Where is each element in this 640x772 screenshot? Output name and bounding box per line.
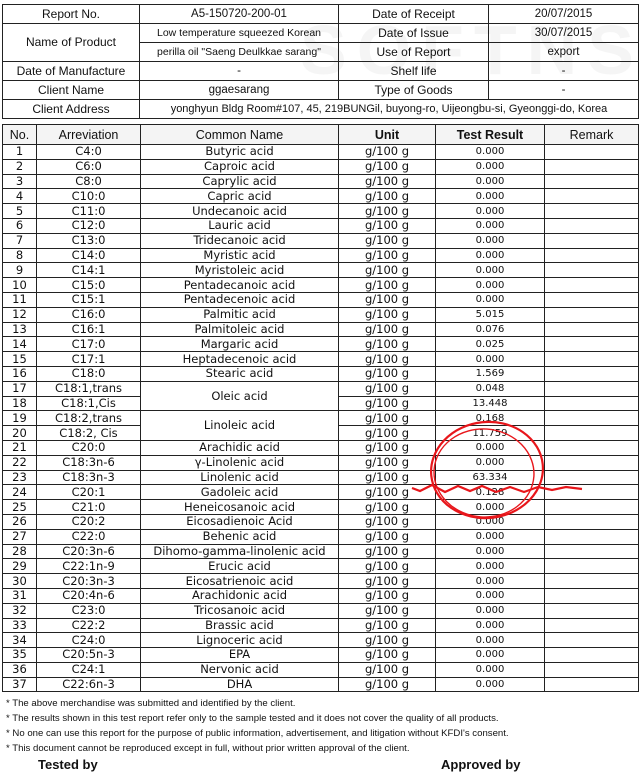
row-no: 32 — [3, 603, 37, 618]
row-abbreviation: C11:0 — [37, 204, 141, 219]
row-unit: g/100 g — [339, 574, 436, 589]
row-remark — [545, 544, 639, 559]
table-row — [3, 411, 639, 426]
row-common-name: Undecanoic acid — [141, 204, 339, 219]
row-remark — [545, 337, 639, 352]
report-no-value: A5-150720-200-01 — [140, 5, 339, 24]
row-common-name: Linoleic acid — [141, 411, 339, 441]
row-remark — [545, 278, 639, 293]
table-row — [3, 278, 639, 293]
row-no: 9 — [3, 263, 37, 278]
row-abbreviation: C13:0 — [37, 233, 141, 248]
row-unit: g/100 g — [339, 440, 436, 455]
table-row — [3, 662, 639, 677]
row-no: 6 — [3, 218, 37, 233]
row-no: 5 — [3, 204, 37, 219]
table-row — [3, 381, 639, 396]
row-no: 12 — [3, 307, 37, 322]
row-abbreviation: C20:3n-6 — [37, 544, 141, 559]
row-unit: g/100 g — [339, 292, 436, 307]
col-no: No. — [3, 125, 37, 145]
address-value: yonghyun Bldg Room#107, 45, 219BUNGil, buyong-ro, Uijeongbu-si, Gyeonggi-do, Korea — [140, 100, 639, 119]
goods-label: Type of Goods — [339, 81, 489, 100]
row-remark — [545, 263, 639, 278]
goods-value: - — [489, 81, 639, 100]
row-no: 7 — [3, 233, 37, 248]
row-no: 14 — [3, 337, 37, 352]
row-test-result: 0.000 — [436, 544, 545, 559]
table-row — [3, 204, 639, 219]
row-remark — [545, 307, 639, 322]
row-common-name: Caprylic acid — [141, 174, 339, 189]
row-common-name: Arachidonic acid — [141, 588, 339, 603]
row-unit: g/100 g — [339, 174, 436, 189]
row-no: 29 — [3, 559, 37, 574]
tested-by-label: Tested by — [38, 757, 98, 772]
row-no: 11 — [3, 292, 37, 307]
row-unit: g/100 g — [339, 159, 436, 174]
row-common-name: Stearic acid — [141, 366, 339, 381]
row-test-result: 0.000 — [436, 559, 545, 574]
product-line-2: perilla oil "Saeng Deulkkae sarang" — [140, 43, 339, 62]
row-remark — [545, 159, 639, 174]
table-row — [3, 588, 639, 603]
row-unit: g/100 g — [339, 218, 436, 233]
row-remark — [545, 662, 639, 677]
row-unit: g/100 g — [339, 233, 436, 248]
row-common-name: Pentadecanoic acid — [141, 278, 339, 293]
table-row — [3, 248, 639, 263]
row-abbreviation: C8:0 — [37, 174, 141, 189]
row-no: 21 — [3, 440, 37, 455]
row-no: 30 — [3, 574, 37, 589]
row-remark — [545, 574, 639, 589]
row-abbreviation: C20:4n-6 — [37, 588, 141, 603]
row-unit: g/100 g — [339, 559, 436, 574]
row-remark — [545, 218, 639, 233]
table-row — [3, 366, 639, 381]
row-abbreviation: C22:6n-3 — [37, 677, 141, 692]
row-unit: g/100 g — [339, 588, 436, 603]
row-common-name: Arachidic acid — [141, 440, 339, 455]
row-common-name: DHA — [141, 677, 339, 692]
row-test-result: 13.448 — [436, 396, 545, 411]
row-test-result: 63.334 — [436, 470, 545, 485]
table-row — [3, 648, 639, 663]
row-remark — [545, 485, 639, 500]
row-abbreviation: C23:0 — [37, 603, 141, 618]
row-common-name: Caproic acid — [141, 159, 339, 174]
table-row — [3, 174, 639, 189]
row-unit: g/100 g — [339, 307, 436, 322]
row-common-name: Linolenic acid — [141, 470, 339, 485]
row-remark — [545, 648, 639, 663]
table-row — [3, 529, 639, 544]
row-unit: g/100 g — [339, 322, 436, 337]
row-abbreviation: C12:0 — [37, 218, 141, 233]
note-line: * The results shown in this test report refer only to the sample tested and it does not cover the quality of all products. — [6, 713, 499, 724]
date-issue-label: Date of Issue — [339, 24, 489, 43]
row-unit: g/100 g — [339, 677, 436, 692]
row-remark — [545, 352, 639, 367]
row-no: 19 — [3, 411, 37, 426]
row-abbreviation: C17:0 — [37, 337, 141, 352]
row-test-result: 0.025 — [436, 337, 545, 352]
row-remark — [545, 618, 639, 633]
use-label: Use of Report — [339, 43, 489, 62]
row-no: 28 — [3, 544, 37, 559]
row-abbreviation: C18:2,trans — [37, 411, 141, 426]
approved-by-label: Approved by — [441, 757, 521, 772]
row-test-result: 0.000 — [436, 500, 545, 515]
row-test-result: 0.000 — [436, 662, 545, 677]
row-remark — [545, 514, 639, 529]
row-remark — [545, 633, 639, 648]
table-row — [3, 633, 639, 648]
row-remark — [545, 174, 639, 189]
row-no: 25 — [3, 500, 37, 515]
table-header-row — [3, 125, 639, 145]
row-common-name: Butyric acid — [141, 145, 339, 160]
row-test-result: 0.000 — [436, 233, 545, 248]
row-remark — [545, 292, 639, 307]
row-remark — [545, 189, 639, 204]
row-remark — [545, 588, 639, 603]
row-no: 22 — [3, 455, 37, 470]
row-abbreviation: C24:1 — [37, 662, 141, 677]
row-test-result: 0.000 — [436, 455, 545, 470]
note-line: * The above merchandise was submitted and identified by the client. — [6, 698, 296, 709]
row-test-result: 0.000 — [436, 529, 545, 544]
table-row — [3, 145, 639, 160]
manufacture-label: Date of Manufacture — [3, 62, 140, 81]
date-receipt-label: Date of Receipt — [339, 5, 489, 24]
row-common-name: Eicosatrienoic acid — [141, 574, 339, 589]
row-remark — [545, 677, 639, 692]
row-test-result: 0.000 — [436, 618, 545, 633]
row-no: 27 — [3, 529, 37, 544]
row-no: 35 — [3, 648, 37, 663]
row-abbreviation: C24:0 — [37, 633, 141, 648]
row-common-name: Tricosanoic acid — [141, 603, 339, 618]
row-abbreviation: C22:1n-9 — [37, 559, 141, 574]
row-test-result: 0.000 — [436, 248, 545, 263]
row-test-result: 0.076 — [436, 322, 545, 337]
row-no: 15 — [3, 352, 37, 367]
row-unit: g/100 g — [339, 633, 436, 648]
row-remark — [545, 529, 639, 544]
row-no: 23 — [3, 470, 37, 485]
row-remark — [545, 233, 639, 248]
row-no: 26 — [3, 514, 37, 529]
table-row — [3, 559, 639, 574]
row-no: 17 — [3, 381, 37, 396]
row-unit: g/100 g — [339, 189, 436, 204]
row-remark — [545, 322, 639, 337]
row-unit: g/100 g — [339, 662, 436, 677]
row-remark — [545, 366, 639, 381]
row-test-result: 0.000 — [436, 588, 545, 603]
product-line-1: Low temperature squeezed Korean — [140, 24, 339, 43]
row-unit: g/100 g — [339, 603, 436, 618]
note-line: * This document cannot be reproduced except in full, without prior written approval of the client. — [6, 743, 410, 754]
row-common-name: Dihomo-gamma-linolenic acid — [141, 544, 339, 559]
row-unit: g/100 g — [339, 411, 436, 426]
date-receipt-value: 20/07/2015 — [489, 5, 639, 24]
col-remark: Remark — [545, 125, 639, 145]
row-test-result: 0.128 — [436, 485, 545, 500]
shelf-label: Shelf life — [339, 62, 489, 81]
row-no: 10 — [3, 278, 37, 293]
row-unit: g/100 g — [339, 470, 436, 485]
table-row — [3, 337, 639, 352]
row-test-result: 11.759 — [436, 426, 545, 441]
row-no: 18 — [3, 396, 37, 411]
row-abbreviation: C6:0 — [37, 159, 141, 174]
row-common-name: Palmitic acid — [141, 307, 339, 322]
row-common-name: Heneicosanoic acid — [141, 500, 339, 515]
row-abbreviation: C14:0 — [37, 248, 141, 263]
row-test-result: 0.168 — [436, 411, 545, 426]
row-unit: g/100 g — [339, 544, 436, 559]
row-no: 16 — [3, 366, 37, 381]
row-test-result: 0.048 — [436, 381, 545, 396]
table-row — [3, 440, 639, 455]
row-abbreviation: C20:5n-3 — [37, 648, 141, 663]
col-common-name: Common Name — [141, 125, 339, 145]
row-common-name: Lauric acid — [141, 218, 339, 233]
row-abbreviation: C20:0 — [37, 440, 141, 455]
row-test-result: 0.000 — [436, 440, 545, 455]
row-remark — [545, 470, 639, 485]
row-no: 24 — [3, 485, 37, 500]
row-test-result: 0.000 — [436, 145, 545, 160]
row-test-result: 0.000 — [436, 189, 545, 204]
row-test-result: 5.015 — [436, 307, 545, 322]
row-abbreviation: C15:1 — [37, 292, 141, 307]
row-unit: g/100 g — [339, 514, 436, 529]
row-common-name: Gadoleic acid — [141, 485, 339, 500]
row-no: 20 — [3, 426, 37, 441]
row-abbreviation: C20:1 — [37, 485, 141, 500]
row-test-result: 0.000 — [436, 204, 545, 219]
row-common-name: Capric acid — [141, 189, 339, 204]
manufacture-value: - — [140, 62, 339, 81]
row-test-result: 0.000 — [436, 633, 545, 648]
row-remark — [545, 396, 639, 411]
row-abbreviation: C21:0 — [37, 500, 141, 515]
table-row — [3, 603, 639, 618]
row-abbreviation: C18:0 — [37, 366, 141, 381]
row-common-name: Myristic acid — [141, 248, 339, 263]
row-no: 8 — [3, 248, 37, 263]
product-label: Name of Product — [3, 24, 140, 62]
table-row — [3, 455, 639, 470]
table-row — [3, 485, 639, 500]
row-no: 31 — [3, 588, 37, 603]
row-common-name: Brassic acid — [141, 618, 339, 633]
row-common-name: γ-Linolenic acid — [141, 455, 339, 470]
row-remark — [545, 381, 639, 396]
row-no: 13 — [3, 322, 37, 337]
row-remark — [545, 411, 639, 426]
row-unit: g/100 g — [339, 337, 436, 352]
row-abbreviation: C17:1 — [37, 352, 141, 367]
row-test-result: 0.000 — [436, 603, 545, 618]
row-test-result: 0.000 — [436, 174, 545, 189]
row-test-result: 1.569 — [436, 366, 545, 381]
report-no-label: Report No. — [3, 5, 140, 24]
row-abbreviation: C18:2, Cis — [37, 426, 141, 441]
row-unit: g/100 g — [339, 352, 436, 367]
row-abbreviation: C20:3n-3 — [37, 574, 141, 589]
row-test-result: 0.000 — [436, 292, 545, 307]
table-row — [3, 233, 639, 248]
row-unit: g/100 g — [339, 396, 436, 411]
row-common-name: Margaric acid — [141, 337, 339, 352]
date-issue-value: 30/07/2015 — [489, 24, 639, 43]
shelf-value: - — [489, 62, 639, 81]
row-common-name: Tridecanoic acid — [141, 233, 339, 248]
row-unit: g/100 g — [339, 278, 436, 293]
row-unit: g/100 g — [339, 485, 436, 500]
row-remark — [545, 603, 639, 618]
row-common-name: Pentadecenoic acid — [141, 292, 339, 307]
row-abbreviation: C22:0 — [37, 529, 141, 544]
row-no: 34 — [3, 633, 37, 648]
col-abbreviation: Arreviation — [37, 125, 141, 145]
notes-block — [6, 696, 509, 756]
row-remark — [545, 455, 639, 470]
row-unit: g/100 g — [339, 145, 436, 160]
row-test-result: 0.000 — [436, 514, 545, 529]
use-value: export — [489, 43, 639, 62]
row-unit: g/100 g — [339, 500, 436, 515]
row-abbreviation: C4:0 — [37, 145, 141, 160]
row-common-name: Eicosadienoic Acid — [141, 514, 339, 529]
table-row — [3, 500, 639, 515]
col-unit: Unit — [339, 125, 436, 145]
row-abbreviation: C18:1,Cis — [37, 396, 141, 411]
row-test-result: 0.000 — [436, 159, 545, 174]
row-common-name: Nervonic acid — [141, 662, 339, 677]
row-common-name: Oleic acid — [141, 381, 339, 411]
row-abbreviation: C22:2 — [37, 618, 141, 633]
table-row — [3, 189, 639, 204]
row-test-result: 0.000 — [436, 574, 545, 589]
table-row — [3, 618, 639, 633]
row-abbreviation: C18:3n-6 — [37, 455, 141, 470]
client-value: ggaesarang — [140, 81, 339, 100]
row-unit: g/100 g — [339, 248, 436, 263]
table-row — [3, 352, 639, 367]
table-row — [3, 470, 639, 485]
col-test-result: Test Result — [436, 125, 545, 145]
row-unit: g/100 g — [339, 204, 436, 219]
row-abbreviation: C16:1 — [37, 322, 141, 337]
table-row — [3, 322, 639, 337]
row-no: 1 — [3, 145, 37, 160]
table-row — [3, 544, 639, 559]
row-test-result: 0.000 — [436, 218, 545, 233]
row-common-name: Lignoceric acid — [141, 633, 339, 648]
row-unit: g/100 g — [339, 263, 436, 278]
table-row — [3, 292, 639, 307]
row-no: 2 — [3, 159, 37, 174]
row-abbreviation: C10:0 — [37, 189, 141, 204]
row-no: 37 — [3, 677, 37, 692]
table-row — [3, 218, 639, 233]
row-no: 4 — [3, 189, 37, 204]
row-test-result: 0.000 — [436, 278, 545, 293]
table-row — [3, 514, 639, 529]
row-unit: g/100 g — [339, 648, 436, 663]
row-common-name: EPA — [141, 648, 339, 663]
row-remark — [545, 204, 639, 219]
row-test-result: 0.000 — [436, 677, 545, 692]
row-abbreviation: C18:3n-3 — [37, 470, 141, 485]
row-remark — [545, 440, 639, 455]
row-abbreviation: C15:0 — [37, 278, 141, 293]
row-common-name: Behenic acid — [141, 529, 339, 544]
row-abbreviation: C16:0 — [37, 307, 141, 322]
row-common-name: Erucic acid — [141, 559, 339, 574]
row-abbreviation: C18:1,trans — [37, 381, 141, 396]
row-no: 36 — [3, 662, 37, 677]
row-common-name: Heptadecenoic acid — [141, 352, 339, 367]
row-abbreviation: C20:2 — [37, 514, 141, 529]
row-no: 33 — [3, 618, 37, 633]
row-test-result: 0.000 — [436, 648, 545, 663]
row-common-name: Palmitoleic acid — [141, 322, 339, 337]
row-remark — [545, 559, 639, 574]
row-test-result: 0.000 — [436, 263, 545, 278]
row-remark — [545, 426, 639, 441]
note-line: * No one can use this report for the purpose of public information, advertisement, and litigation without KFDI's consent. — [6, 728, 509, 739]
table-row — [3, 677, 639, 692]
table-row — [3, 263, 639, 278]
row-unit: g/100 g — [339, 381, 436, 396]
client-label: Client Name — [3, 81, 140, 100]
fatty-acid-results-table — [2, 124, 639, 692]
table-row — [3, 159, 639, 174]
report-header-table — [2, 4, 639, 119]
row-test-result: 0.000 — [436, 352, 545, 367]
row-remark — [545, 145, 639, 160]
row-unit: g/100 g — [339, 455, 436, 470]
row-abbreviation: C14:1 — [37, 263, 141, 278]
address-label: Client Address — [3, 100, 140, 119]
row-unit: g/100 g — [339, 366, 436, 381]
row-unit: g/100 g — [339, 426, 436, 441]
row-common-name: Myristoleic acid — [141, 263, 339, 278]
row-no: 3 — [3, 174, 37, 189]
row-remark — [545, 500, 639, 515]
row-unit: g/100 g — [339, 618, 436, 633]
table-row — [3, 574, 639, 589]
table-row — [3, 307, 639, 322]
row-remark — [545, 248, 639, 263]
row-unit: g/100 g — [339, 529, 436, 544]
